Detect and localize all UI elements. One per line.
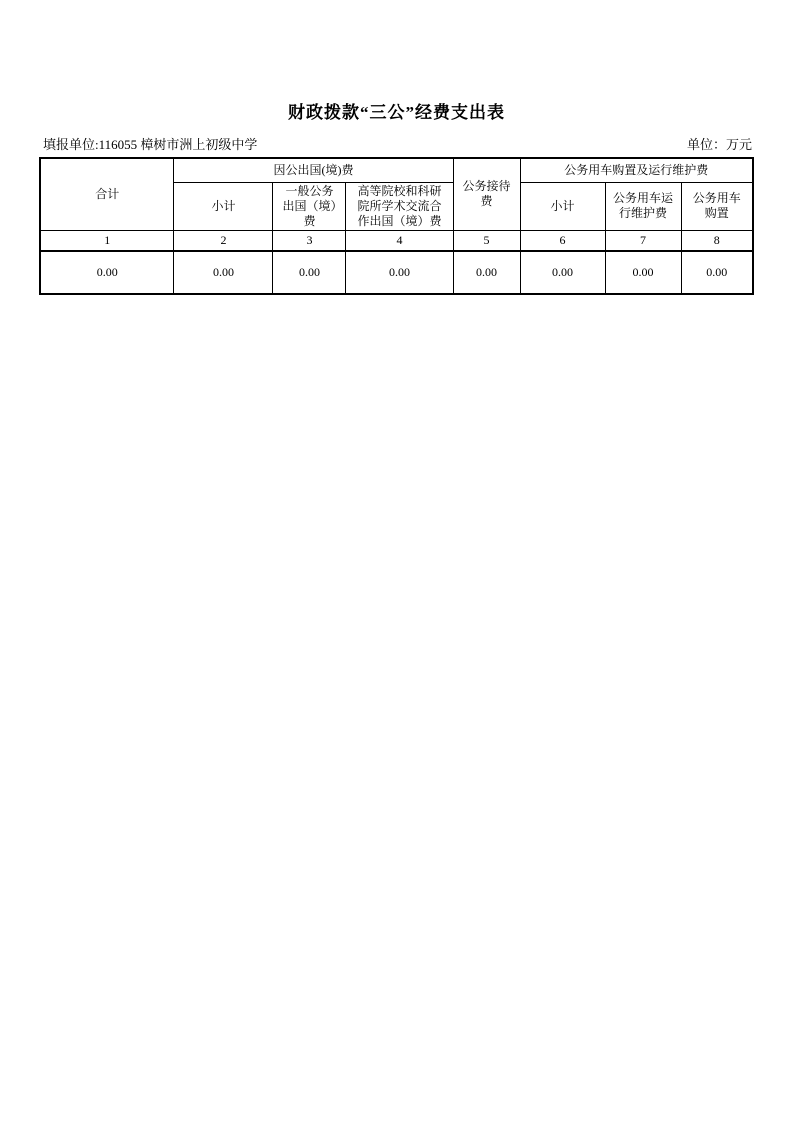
value-cell-vehicle-maintenance: 0.00 — [605, 251, 681, 294]
reporting-unit-label: 填报单位:116055 樟树市洲上初级中学 — [43, 137, 258, 152]
column-number-cell: 1 — [40, 230, 174, 251]
value-cell-vehicle-subtotal: 0.00 — [520, 251, 605, 294]
header-row-groups — [40, 158, 753, 182]
header-vehicle-maintenance-cell: 公务用车运行维护费 — [605, 182, 681, 230]
column-number-cell: 3 — [273, 230, 346, 251]
value-cell-reception: 0.00 — [453, 251, 520, 294]
column-number-cell: 8 — [681, 230, 753, 251]
value-cell-vehicle-purchase: 0.00 — [681, 251, 753, 294]
header-abroad-general-cell: 一般公务出国（境）费 — [273, 182, 346, 230]
header-abroad-group-cell: 因公出国(境)费 — [174, 158, 453, 182]
table-info-row — [40, 136, 753, 153]
header-abroad-subtotal-cell: 小计 — [174, 182, 273, 230]
column-number-cell: 6 — [520, 230, 605, 251]
column-number-cell: 7 — [605, 230, 681, 251]
header-reception-cell: 公务接待费 — [453, 158, 520, 230]
column-number-cell: 5 — [453, 230, 520, 251]
page-title: 财政拨款“三公”经费支出表 — [288, 103, 505, 122]
value-row — [40, 251, 753, 294]
column-number-row — [40, 230, 753, 251]
unit-label: 单位：万元 — [686, 137, 752, 152]
value-cell-abroad-subtotal: 0.00 — [174, 251, 273, 294]
header-total-cell: 合计 — [40, 158, 174, 230]
column-number-cell: 4 — [346, 230, 453, 251]
value-cell-abroad-general: 0.00 — [273, 251, 346, 294]
header-vehicle-group-cell: 公务用车购置及运行维护费 — [520, 158, 753, 182]
value-cell-total: 0.00 — [40, 251, 174, 294]
column-number-cell: 2 — [174, 230, 273, 251]
expense-table — [39, 157, 754, 295]
value-cell-abroad-academic: 0.00 — [346, 251, 453, 294]
header-vehicle-subtotal-cell: 小计 — [520, 182, 605, 230]
header-abroad-academic-cell: 高等院校和科研院所学术交流合作出国（境）费 — [346, 182, 453, 230]
header-vehicle-purchase-cell: 公务用车购置 — [681, 182, 753, 230]
